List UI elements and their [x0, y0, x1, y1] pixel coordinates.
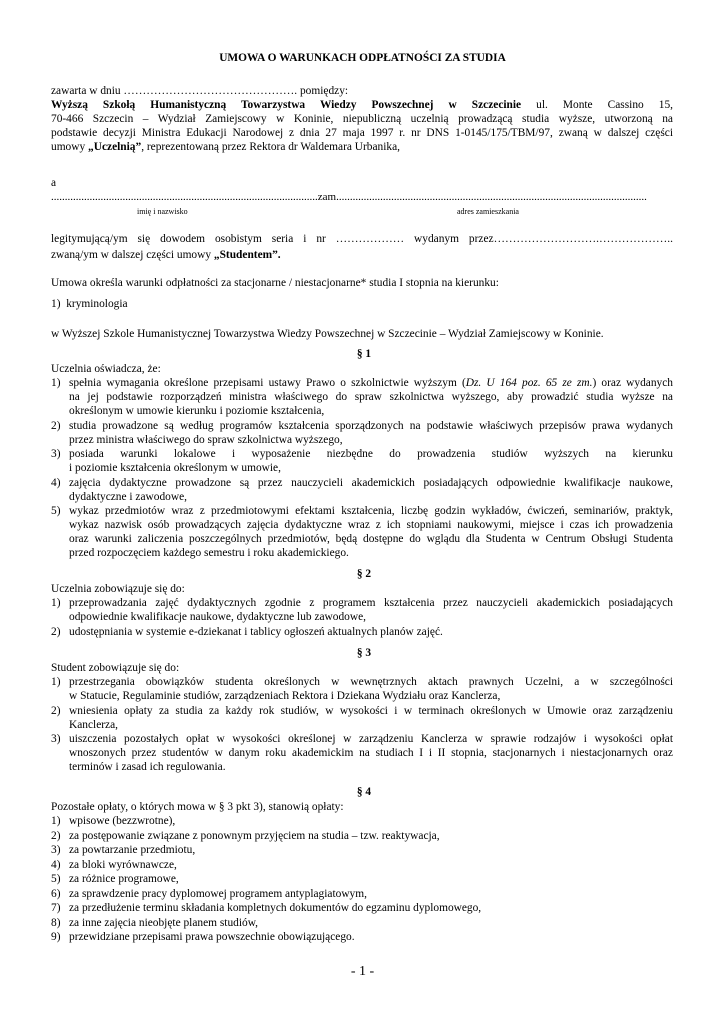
- item-line: przez ministra właściwego do spraw szkolnictwa wyższego,: [69, 433, 343, 446]
- item-line: terminów i zasad ich regulowania.: [69, 761, 226, 773]
- item-line: przeprowadzania zajęć dydaktycznych zgodnie z programem kształcenia przez nauczycieli akademickich posiadających: [69, 597, 673, 609]
- section-4-lead: Pozostałe opłaty, o których mowa w § 3 pkt 3), stanowią opłaty:: [51, 801, 344, 813]
- item-number: 1): [51, 377, 61, 389]
- item-number: 3): [51, 448, 61, 460]
- item-line: za postępowanie związane z ponownym przyjęciem na studia – tzw. reaktywacja,: [69, 829, 440, 842]
- party-university-line: podstawie decyzji Ministra Edukacji Narodowej z dnia 27 maja 1997 r. nr DNS 1-0145/175/TBM/97, zwaną w dalszej części: [51, 127, 673, 139]
- student-name-address-dots: .................................................................................................zam.................................................................................................................: [51, 191, 647, 203]
- item-number: 5): [51, 505, 61, 517]
- item-line: określonym w umowie kierunku i poziomie kształcenia,: [69, 405, 325, 417]
- item-line: w Statucie, Regulaminie studiów, zarządzeniach Rektora i Dziekana Wydziału oraz Kanclerza,: [69, 690, 501, 702]
- item-line: odpowiednie kwalifikacje naukowe, dydaktyczne lub zawodowe,: [69, 611, 367, 623]
- item-line: posiada warunki lokalowe i wyposażenie niezbędne do prowadzenia studiów wyższych na kierunku: [69, 448, 673, 460]
- party-university-line: 70-466 Szczecin – Wydział Zamiejscowy w Koninie, niepubliczną uczelnią prowadzącą studia wyższe, utworzoną na: [51, 113, 673, 125]
- section-2-heading: § 2: [356, 568, 372, 580]
- item-line: za przedłużenie terminu składania kompletnych dokumentów do egzaminu dyplomowego,: [69, 902, 482, 914]
- item-number: 9): [51, 931, 61, 943]
- item-number: 7): [51, 902, 61, 914]
- item-number: 5): [51, 873, 61, 885]
- item-line: za różnice programowe,: [69, 873, 179, 885]
- item-line: przewidziane przepisami prawa powszechnie obowiązującego.: [69, 931, 355, 943]
- item-line: udostępniania w systemie e-dziekanat i tablicy ogłoszeń aktualnych planów zajęć.: [69, 625, 443, 638]
- item-line: wykaz nazwisk osób prowadzących zajęcia dydaktyczne wraz z ich stopniami naukowymi, miejsce i czas ich prowadzenia: [69, 519, 673, 531]
- item-line: za sprawdzenie pracy dyplomowej programem antyplagiatowym,: [69, 887, 367, 900]
- page-number: - 1 -: [350, 964, 375, 979]
- document-title: UMOWA O WARUNKACH ODPŁATNOŚCI ZA STUDIA: [219, 52, 506, 64]
- party-university-line: umowy „Uczelnią”, reprezentowaną przez Rektora dr Waldemara Urbanika,: [51, 141, 401, 153]
- item-line: dydaktyczne i zawodowe,: [69, 490, 187, 503]
- school-line: w Wyższej Szkole Humanistycznej Towarzystwa Wiedzy Powszechnej w Szczecinie – Wydział Zamiejscowy w Koninie.: [51, 328, 604, 340]
- item-line: za inne zajęcia nieobjęte planem studiów,: [69, 916, 259, 929]
- item-line: wpisowe (bezzwrotne),: [69, 815, 176, 827]
- item-number: 4): [51, 476, 61, 489]
- item-line: przed rozpoczęciem każdego semestru i roku akademickiego.: [69, 547, 349, 559]
- item-number: 3): [51, 844, 61, 856]
- id-card-line: legitymującą/ym się dowodem osobistym seria i nr ……………… wydanym przez……………………….………………..: [51, 233, 673, 245]
- conjunction-a: a: [51, 177, 57, 189]
- caption-name: imię i nazwisko: [137, 207, 188, 216]
- item-line: i poziomie kształcenia określonym w umowie,: [69, 462, 281, 474]
- field-of-study: 1) kryminologia: [51, 298, 128, 310]
- item-number: 2): [51, 625, 61, 638]
- item-number: 2): [51, 829, 61, 842]
- item-line: przestrzegania obowiązków studenta określonych w wewnętrznych aktach prawnych Uczelni, a w szczególności: [69, 676, 673, 688]
- item-line: na jej podstawie rozporządzeń ministra właściwego do spraw szkolnictwa wyższego, aby prowadzić studia wyższe na: [69, 391, 673, 403]
- section-3-heading: § 3: [356, 647, 372, 659]
- item-line: wykaz przedmiotów wraz z przedmiotowymi efektami kształcenia, liczbę godzin wykładów, ćwiczeń, seminariów, praktyk,: [69, 505, 673, 517]
- scope-line: Umowa określa warunki odpłatności za stacjonarne / niestacjonarne* studia I stopnia na kierunku:: [51, 277, 499, 289]
- item-line: oraz warunki zaliczenia poszczególnych przedmiotów, będą dostępne do wglądu dla Studenta w Centrum Obsługi Studenta: [69, 533, 673, 545]
- party-university: [51, 98, 673, 154]
- item-line: spełnia wymagania określone przepisami ustawy Prawo o szkolnictwie wyższym (Dz. U 164 poz. 65 ze zm.) oraz wydanych: [69, 377, 673, 389]
- item-line: studia prowadzone są według programów kształcenia sporządzonych na podstawie właściwych przepisów prawa wydanych: [69, 419, 673, 432]
- party-university-line: Wyższą Szkołą Humanistyczną Towarzystwa Wiedzy Powszechnej w Szczecinie ul. Monte Cassino 15,: [51, 99, 673, 111]
- item-number: 4): [51, 858, 61, 871]
- item-line: wnoszonych przez studentów w danym roku akademickim na studiach I i II stopnia, stacjonarnych i niestacjonarnych oraz: [69, 747, 673, 759]
- item-number: 1): [51, 815, 61, 827]
- section-1-heading: § 1: [356, 348, 372, 360]
- item-line: Kanclerza,: [69, 718, 119, 731]
- item-line: za bloki wyrównawcze,: [69, 858, 177, 871]
- item-number: 2): [51, 419, 61, 432]
- item-line: za powtarzanie przedmiotu,: [69, 844, 196, 856]
- student-definition: zwaną/ym w dalszej części umowy „Studentem”.: [51, 249, 281, 261]
- section-2-lead: Uczelnia zobowiązuje się do:: [51, 583, 185, 595]
- item-line: zajęcia dydaktyczne prowadzone są przez nauczycieli akademickich posiadających odpowiednie kwalifikacje naukowe,: [69, 476, 673, 489]
- item-number: 1): [51, 676, 61, 688]
- item-number: 6): [51, 887, 61, 900]
- item-number: 3): [51, 733, 61, 745]
- caption-address: adres zamieszkania: [457, 207, 519, 216]
- contract-date-line: zawarta w dniu ………………………………………. pomiędzy:: [51, 85, 349, 97]
- section-3-lead: Student zobowiązuje się do:: [51, 662, 180, 674]
- item-line: uiszczenia pozostałych opłat w wysokości określonej w zarządzeniu Kanclerza w sprawie rodzajów i wysokości opłat: [69, 733, 673, 745]
- item-number: 2): [51, 704, 61, 717]
- item-number: 1): [51, 597, 61, 609]
- item-line: wniesienia opłaty za studia za każdy rok studiów, w wysokości i w terminach określonych w Umowie oraz zarządzeniu: [69, 704, 673, 717]
- item-number: 8): [51, 916, 61, 929]
- section-4-heading: § 4: [356, 786, 372, 798]
- section-1-lead: Uczelnia oświadcza, że:: [51, 363, 161, 375]
